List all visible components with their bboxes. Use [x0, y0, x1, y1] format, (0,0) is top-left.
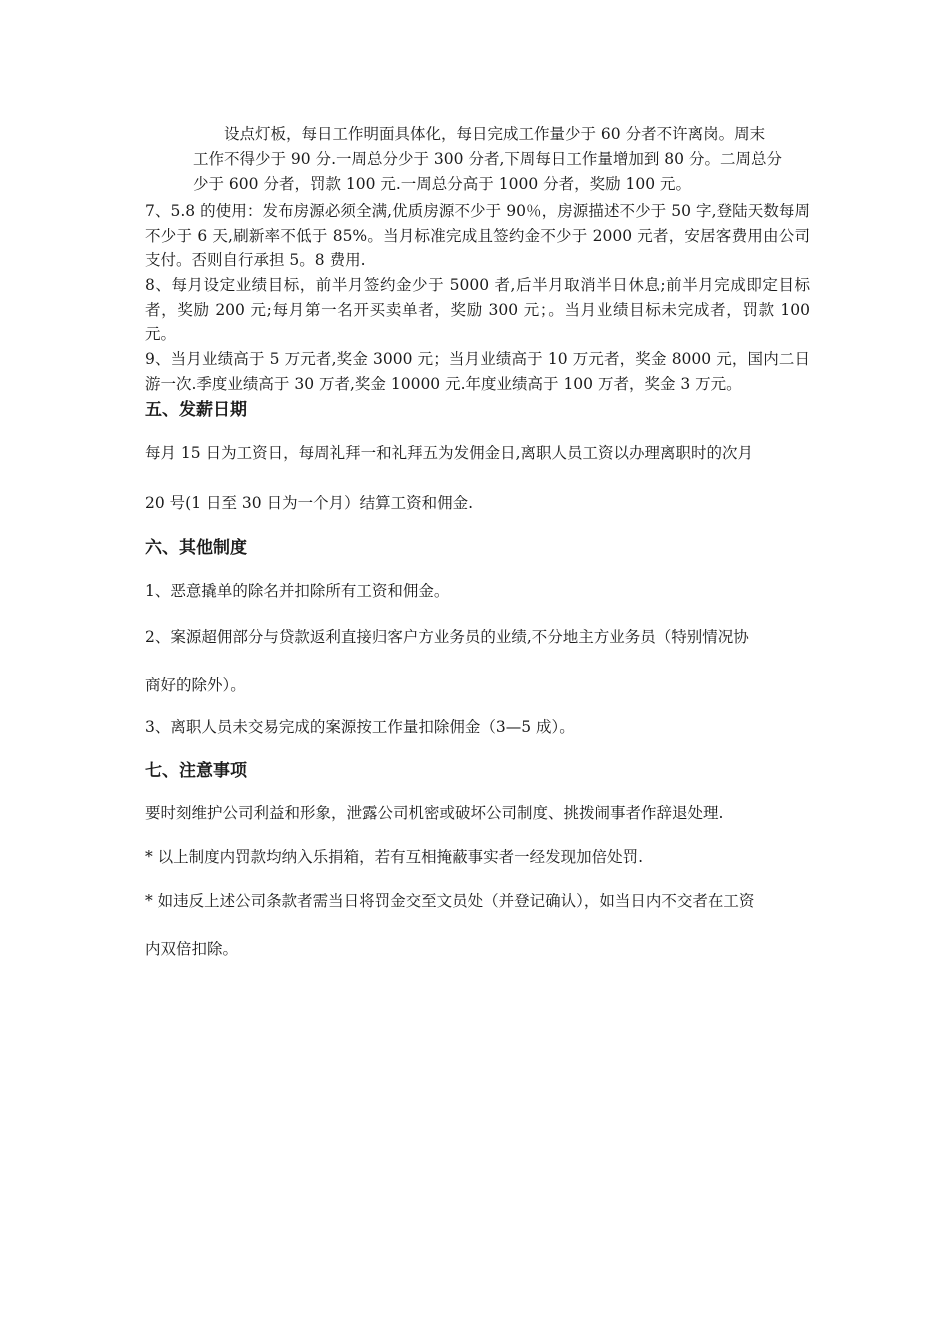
section-7-note-1: 要时刻维护公司利益和形象，泄露公司机密或破坏公司制度、挑拨闹事者作辞退处理. — [145, 804, 724, 822]
intro-line-2: 工作不得少于 90 分.一周总分少于 300 分者,下周每日工作量增加到 80 分。二周总分 — [193, 150, 782, 168]
section-6-rule-3: 3、离职人员未交易完成的案源按工作量扣除佣金（3—5 成）。 — [145, 718, 575, 736]
intro-line-1: 设点灯板，每日工作明面具体化，每日完成工作量少于 60 分者不许离岗。周末 — [224, 125, 766, 143]
rule-item-8: 8、每月设定业绩目标，前半月签约金少于 5000 者,后半月取消半日休息;前半月完成即定目标者，奖励 200 元;每月第一名开买卖单者，奖励 300 元；。当月业绩目标未完成者，罚款 100 元。 — [145, 276, 810, 343]
section-5-title: 五、发薪日期 — [145, 400, 247, 420]
section-6-rule-1: 1、恶意撬单的除名并扣除所有工资和佣金。 — [145, 582, 450, 600]
section-5-line-2: 20 号(1 日至 30 日为一个月）结算工资和佣金. — [145, 494, 473, 512]
rule-item-7: 7、5.8 的使用：发布房源必须全满,优质房源不少于 90％，房源描述不少于 50 字,登陆天数每周不少于 6 天,刷新率不低于 85%。当月标准完成且签约金不少于 2000 元者，安居客费用由公司支付。否则自行承担 5。8 费用. — [145, 202, 810, 269]
section-7-title: 七、注意事项 — [145, 761, 247, 781]
section-5-line-1: 每月 15 日为工资日，每周礼拜一和礼拜五为发佣金日,离职人员工资以办理离职时的次月 — [145, 444, 754, 462]
intro-line-3: 少于 600 分者，罚款 100 元.一周总分高于 1000 分者，奖励 100 元。 — [193, 175, 692, 193]
section-6-title: 六、其他制度 — [145, 538, 247, 558]
section-6-rule-2-line-1: 2、案源超佣部分与贷款返利直接归客户方业务员的业绩,不分地主方业务员（特别情况协 — [145, 628, 749, 646]
section-7-note-2: * 以上制度内罚款均纳入乐捐箱，若有互相掩蔽事实者一经发现加倍处罚. — [145, 848, 644, 866]
section-6-rule-2-line-2: 商好的除外）。 — [145, 676, 246, 694]
section-7-note-3-line-2: 内双倍扣除。 — [145, 940, 239, 958]
section-7-note-3-line-1: * 如违反上述公司条款者需当日将罚金交至文员处（并登记确认），如当日内不交者在工资 — [145, 892, 755, 910]
rule-item-9: 9、当月业绩高于 5 万元者,奖金 3000 元；当月业绩高于 10 万元者，奖金 8000 元，国内二日游一次.季度业绩高于 30 万者,奖金 10000 元.年度业绩高于 100 万者，奖金 3 万元。 — [145, 350, 810, 393]
